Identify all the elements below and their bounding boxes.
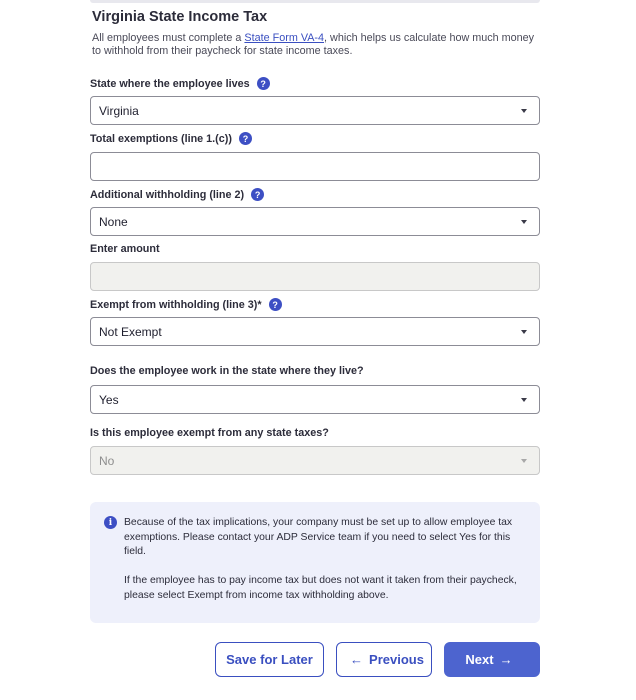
exempt-state-taxes-select: No: [90, 446, 540, 475]
exemptions-input[interactable]: [90, 152, 540, 181]
state-label: State where the employee lives ?: [90, 77, 270, 90]
state-select[interactable]: Virginia: [90, 96, 540, 125]
help-icon[interactable]: ?: [269, 298, 282, 311]
help-icon[interactable]: ?: [257, 77, 270, 90]
chevron-down-icon: [521, 398, 527, 402]
chevron-down-icon: [521, 220, 527, 224]
top-divider: [90, 0, 540, 3]
amount-label: Enter amount: [90, 243, 160, 255]
chevron-down-icon: [521, 330, 527, 334]
exemptions-label: Total exemptions (line 1.(c)) ?: [90, 132, 252, 145]
info-text: [124, 516, 524, 603]
amount-input: [90, 262, 540, 291]
info-box: [90, 502, 540, 623]
exempt-withholding-select[interactable]: Not Exempt: [90, 317, 540, 346]
additional-withholding-select[interactable]: None: [90, 207, 540, 236]
additional-withholding-label: Additional withholding (line 2) ?: [90, 188, 264, 201]
info-paragraph: Because of the tax implications, your company must be set up to allow employee tax exemptions. Please contact your ADP Service team if you need to select Yes for this field.: [124, 517, 513, 557]
help-icon[interactable]: ?: [239, 132, 252, 145]
work-in-state-select[interactable]: Yes: [90, 385, 540, 414]
intro-text: All employees must complete a State Form VA-4, which helps us calculate how much money to withhold from their paycheck for state income taxes.: [92, 32, 535, 57]
arrow-right-icon: →: [499, 652, 513, 667]
info-icon: i: [104, 516, 117, 529]
exempt-withholding-label: Exempt from withholding (line 3)* ?: [90, 298, 282, 311]
help-icon[interactable]: ?: [251, 188, 264, 201]
chevron-down-icon: [521, 109, 527, 113]
chevron-down-icon: [521, 459, 527, 463]
state-form-link[interactable]: State Form VA-4: [244, 32, 325, 44]
arrow-left-icon: ←: [350, 652, 364, 667]
next-button[interactable]: Next →: [444, 642, 540, 677]
info-paragraph: If the employee has to pay income tax but does not want it taken from their paycheck, please select Exempt from income tax withholding above.: [124, 575, 517, 601]
exempt-state-taxes-label: Is this employee exempt from any state taxes?: [90, 427, 329, 439]
previous-button[interactable]: ← Previous: [336, 642, 432, 677]
save-for-later-button[interactable]: Save for Later: [215, 642, 324, 677]
section-title: Virginia State Income Tax: [92, 9, 268, 25]
work-in-state-label: Does the employee work in the state where they live?: [90, 365, 364, 377]
